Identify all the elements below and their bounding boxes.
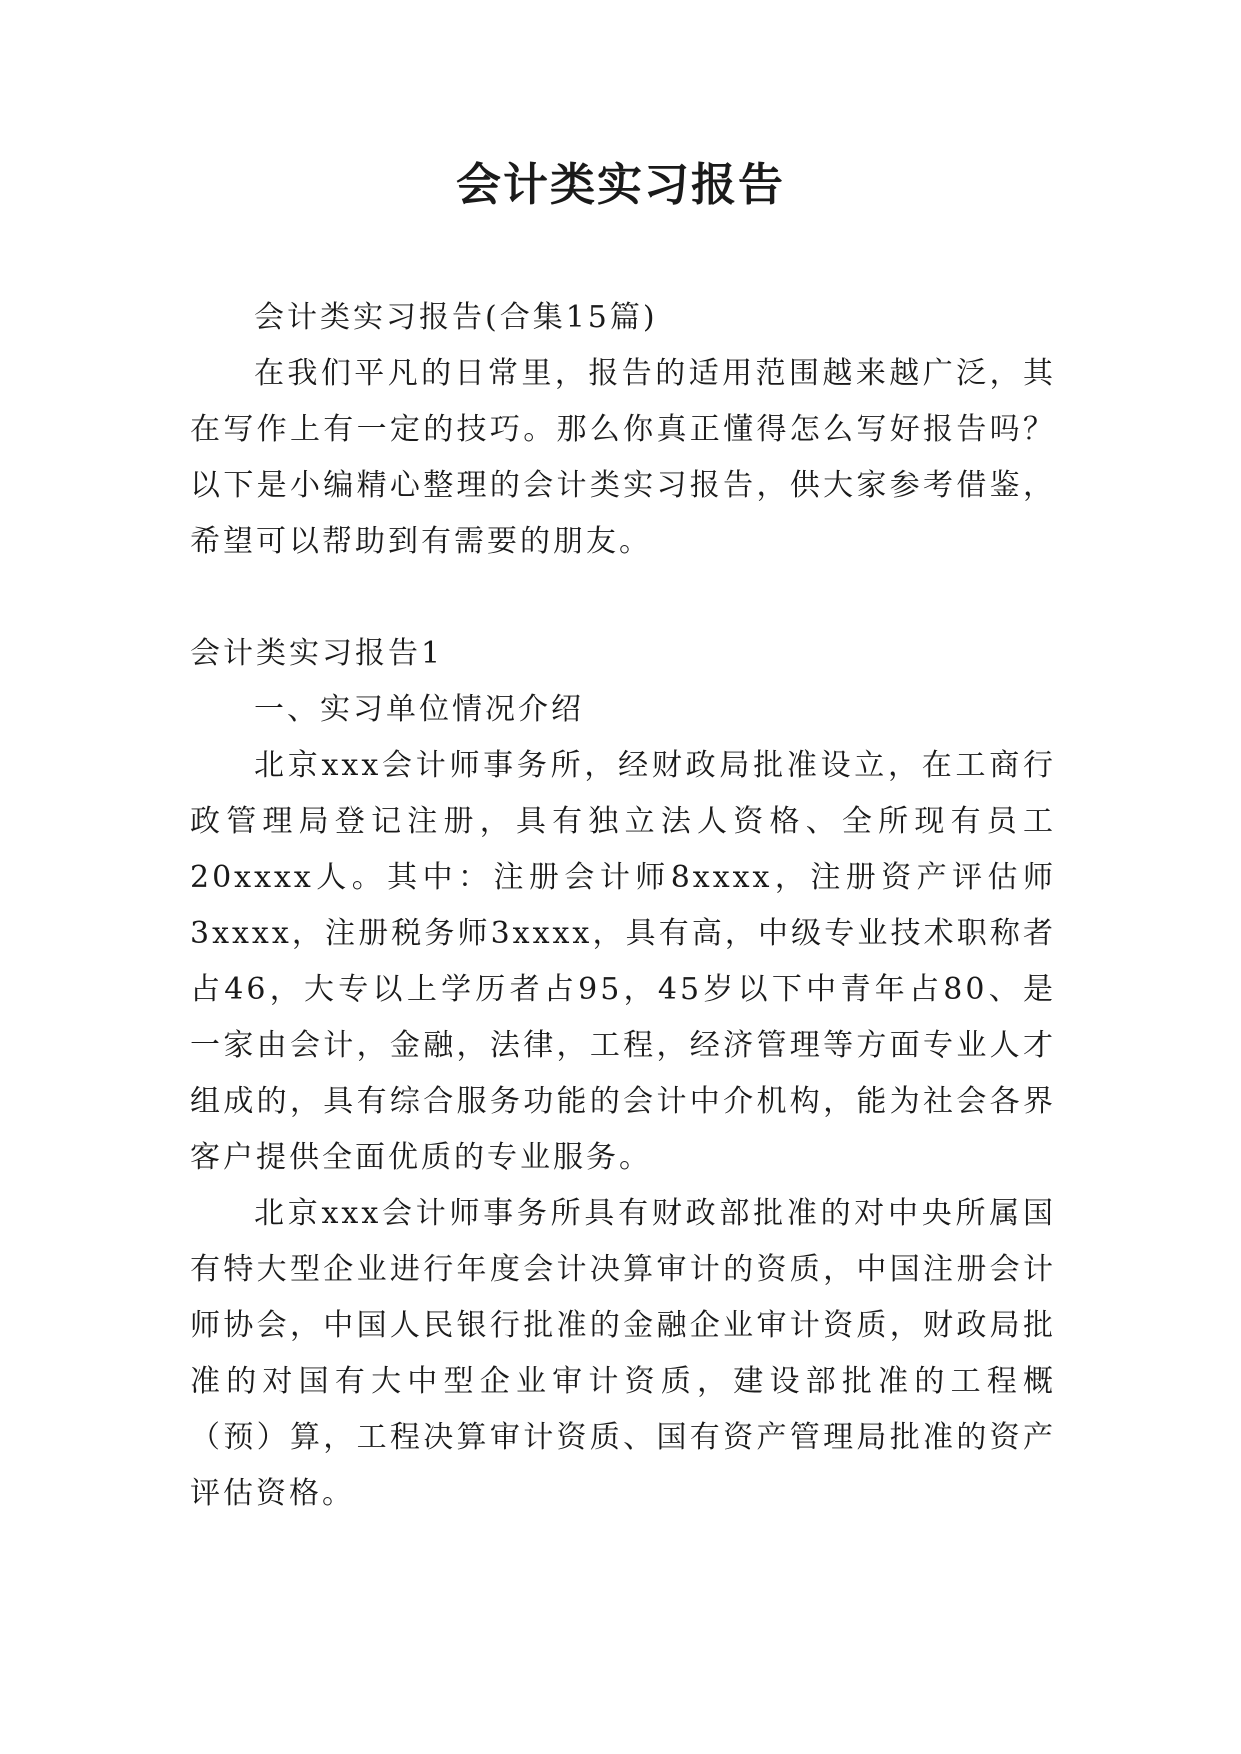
section-heading: 会计类实习报告1 xyxy=(190,636,444,671)
spacer xyxy=(190,570,1056,626)
document-body xyxy=(190,290,1056,1522)
subheading: 一、实习单位情况介绍 xyxy=(254,692,584,727)
intro-paragraph: 在我们平凡的日常里，报告的适用范围越来越广泛，其在写作上有一定的技巧。那么你真正懂得怎么写好报告吗？以下是小编精心整理的会计类实习报告，供大家参考借鉴，希望可以帮助到有需要的朋友。 xyxy=(190,356,1056,559)
document-subtitle: 会计类实习报告(合集15篇) xyxy=(254,300,658,335)
body-paragraph: 北京xxx会计师事务所，经财政局批准设立，在工商行政管理局登记注册，具有独立法人资格、全所现有员工20xxxx人。其中：注册会计师8xxxx，注册资产评估师3xxxx，注册税务师3xxxx，具有高，中级专业技术职称者占46，大专以上学历者占95，45岁以下中青年占80、是一家由会计，金融，法律，工程，经济管理等方面专业人才组成的，具有综合服务功能的会计中介机构，能为社会各界客户提供全面优质的专业服务。 xyxy=(190,748,1056,1175)
body-paragraph: 北京xxx会计师事务所具有财政部批准的对中央所属国有特大型企业进行年度会计决算审计的资质，中国注册会计师协会，中国人民银行批准的金融企业审计资质，财政局批准的对国有大中型企业审计资质，建设部批准的工程概（预）算，工程决算审计资质、国有资产管理局批准的资产评估资格。 xyxy=(190,1196,1056,1511)
document-title: 会计类实习报告 xyxy=(455,158,785,211)
